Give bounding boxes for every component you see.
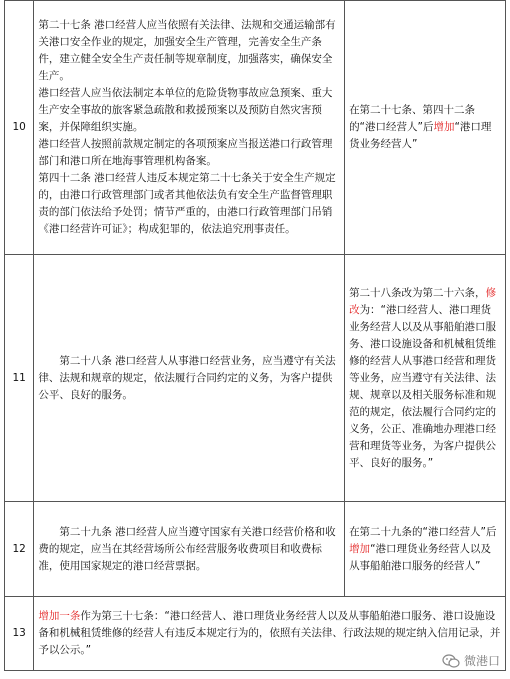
wechat-icon	[442, 654, 460, 668]
original-text-cell	[34, 255, 345, 502]
amendment-table	[4, 0, 506, 671]
amend-text: “港口理货业务经营人”	[349, 121, 492, 150]
amended-text-cell	[345, 502, 506, 597]
amend-text: 为：“港口经营人、港口理货业务经营人以及从事船舶港口服务、港口设施设备和机械租赁维修的经营人从事港口经营和理货等业务，应当遵守有关法律、法规、规章以及相关服务标准和规范的规定，依法履行合同约定的义务，公正、准确地办理港口经营和理货等业务，为客户提供公平、良好的服务。”	[349, 303, 497, 469]
amend-text: 在第二十七条、第四十二条的“港口经营人”后	[349, 104, 476, 133]
amend-keyword: 增加	[349, 542, 371, 555]
paragraph: 第二十七条 港口经营人应当依照有关法律、法规和交通运输部有关港口安全作业的规定，加强安全生产管理，完善安全生产条件，建立健全安全生产责任制等规章制度，加强落实，确保安全生产。	[38, 19, 336, 82]
paragraph: 第四十二条 港口经营人违反本规定第二十七条关于安全生产规定的，由港口行政管理部门或者其他依法负有安全生产监督管理职责的部门依法给予处罚；情节严重的，由港口行政管理部门吊销《港口经营许可证》；构成犯罪的，依法追究刑事责任。	[38, 172, 336, 235]
paragraph: 港口经营人应当依法制定本单位的危险货物事故应急预案、重大生产安全事故的旅客紧急疏散和救援预案以及预防自然灾害预案，并保障组织实施。	[38, 87, 333, 133]
table-row	[5, 255, 506, 502]
amend-keyword: 修改	[349, 286, 497, 316]
table-row	[5, 502, 506, 597]
paragraph: 第二十九条 港口经营人应当遵守国家有关港口经营价格和收费的规定，应当在其经营场所公布经营服务收费项目和收费标准，使用国家规定的港口经营票据。	[38, 525, 336, 572]
paragraph: 港口经营人按照前款规定制定的各项预案应当报送港口行政管理部门和港口所在地海事管理机构备案。	[38, 138, 333, 167]
amend-text: 作为第三十七条：“港口经营人、港口理货业务经营人以及从事船舶港口服务、港口设施设备和机械租赁维修的经营人有违反本规定行为的，依照有关法律、行政法规的规定纳入信用记录，并予以公示。”	[38, 610, 501, 656]
original-text-cell	[34, 502, 345, 597]
row-number: 10	[5, 1, 34, 255]
amend-text: 第二十八条改为第二十六条，	[349, 286, 486, 299]
table-row	[5, 1, 506, 255]
watermark-text: 微港口	[463, 654, 500, 668]
amended-text-cell	[345, 255, 506, 502]
row-number: 11	[5, 255, 34, 502]
paragraph: 第二十八条 港口经营人从事港口经营业务，应当遵守有关法律、法规和规章的规定，依法履行合同约定的义务，为客户提供公平、良好的服务。	[38, 354, 336, 401]
amend-text: “港口理货业务经营人以及从事船舶港口服务的经营人”	[349, 542, 492, 572]
amend-keyword: 增加一条	[38, 610, 81, 622]
watermark	[442, 652, 500, 669]
amended-text-cell	[345, 1, 506, 255]
row-number: 12	[5, 502, 34, 597]
amend-keyword: 增加	[433, 121, 455, 133]
merged-text-cell	[34, 597, 506, 671]
table-row	[5, 597, 506, 671]
original-text-cell	[34, 1, 345, 255]
row-number: 13	[5, 597, 34, 671]
amend-text: 在第二十九条的“港口经营人”后	[349, 525, 497, 538]
